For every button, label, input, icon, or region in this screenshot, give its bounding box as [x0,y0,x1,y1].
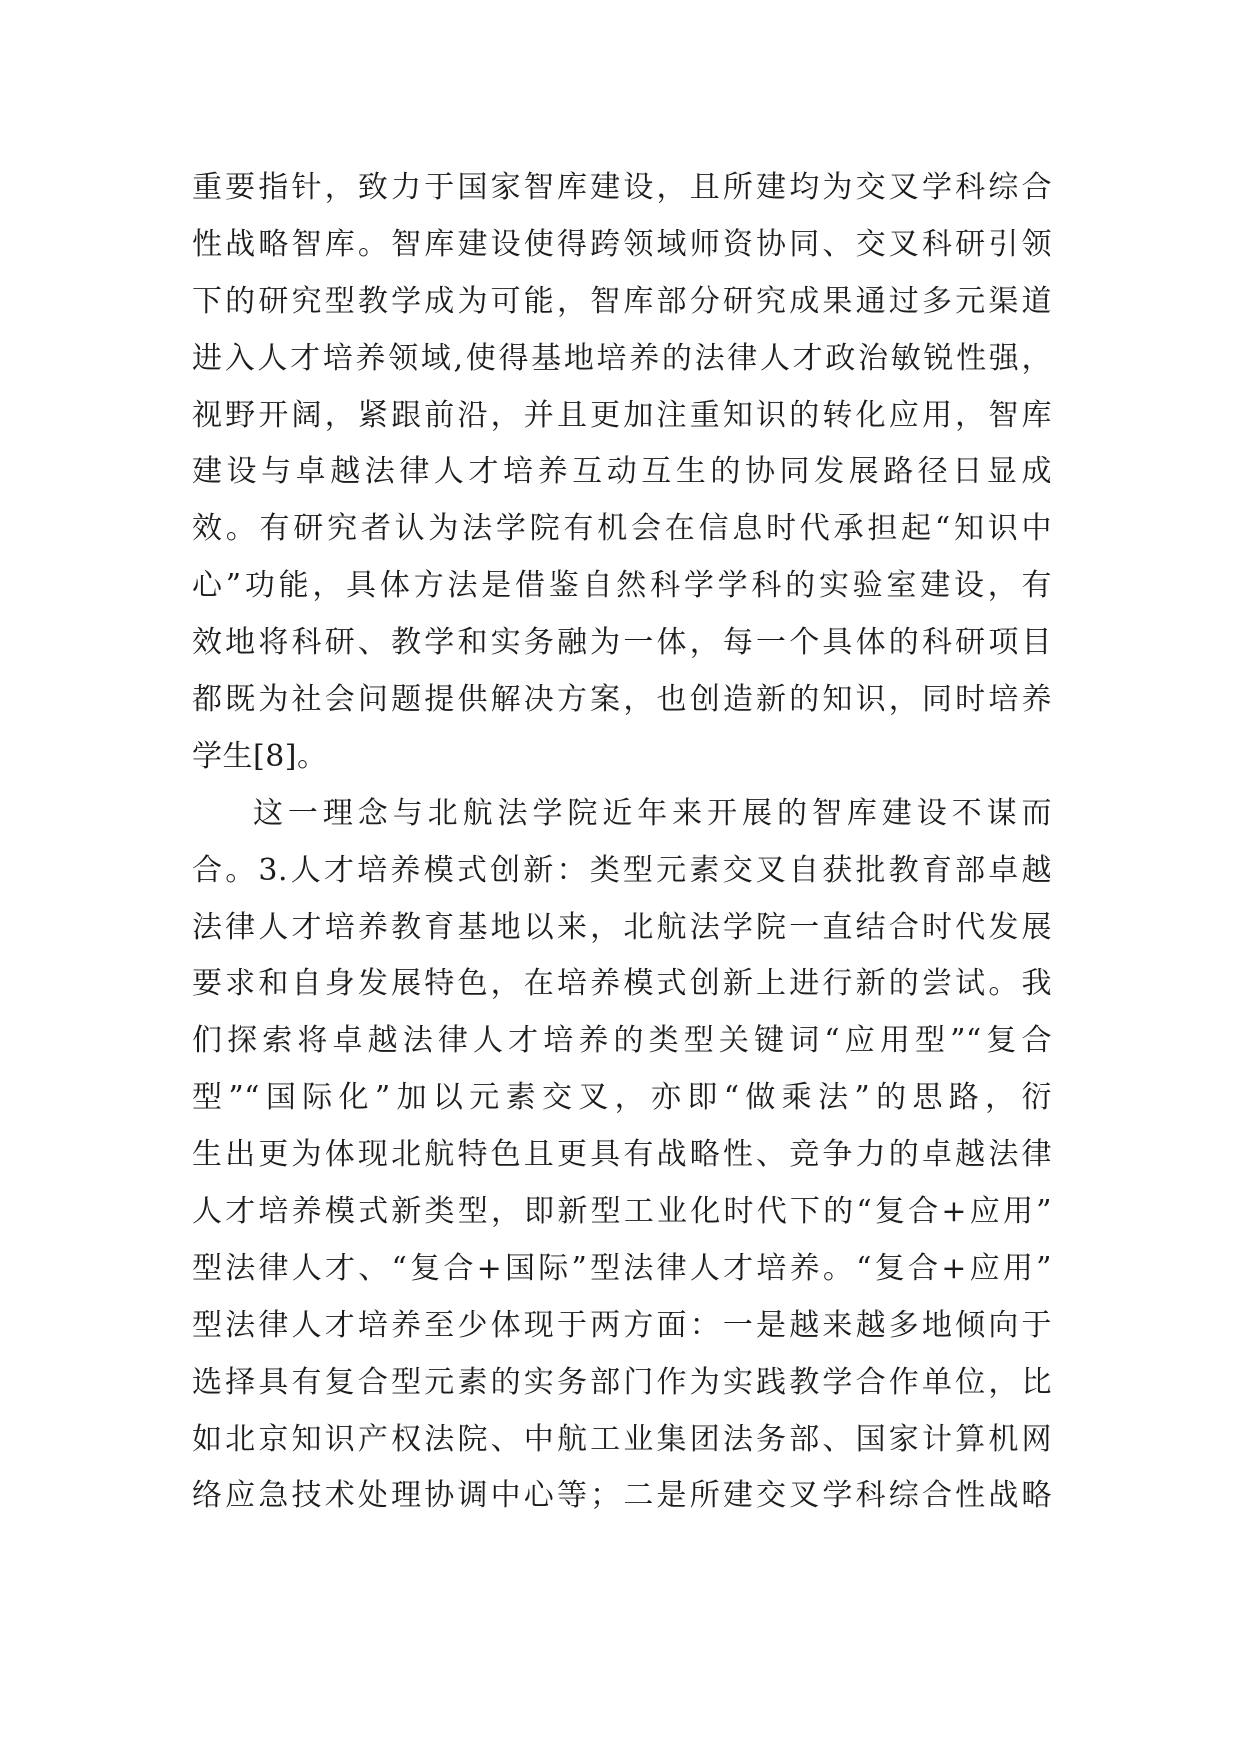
text-line: 法律人才培养教育基地以来，北航法学院一直结合时代发展 [192,909,1052,945]
text-line: 型法律人才培养至少体现于两方面：一是越来越多地倾向于 [192,1307,1052,1343]
text-line: 人才培养模式新类型，即新型工业化时代下的“复合+应用” [192,1194,1052,1230]
text-line: 下的研究型教学成为可能，智库部分研究成果通过多元渠道 [192,283,1052,319]
text-line: 型法律人才、“复合+国际”型法律人才培养。“复合+应用” [192,1250,1052,1286]
text-line: 生出更为体现北航特色且更具有战略性、竞争力的卓越法律 [192,1137,1052,1173]
text-line: 性战略智库。智库建设使得跨领域师资协同、交叉科研引领 [192,226,1052,262]
text-line: 要求和自身发展特色，在培养模式创新上进行新的尝试。我 [192,966,1052,1002]
text-line: 效地将科研、教学和实务融为一体，每一个具体的科研项目 [192,625,1052,661]
text-line: 建设与卓越法律人才培养互动互生的协同发展路径日显成 [192,454,1052,490]
text-line: 选择具有复合型元素的实务部门作为实践教学合作单位，比 [192,1364,1052,1400]
text-line: 如北京知识产权法院、中航工业集团法务部、国家计算机网 [192,1421,1052,1457]
text-line: 型”“国际化”加以元素交叉，亦即“做乘法”的思路，衍 [192,1080,1052,1116]
paragraph-start-line: 这一理念与北航法学院近年来开展的智库建设不谋而 [253,795,1052,831]
body-text [192,160,1052,1525]
text-line: 心”功能，具体方法是借鉴自然科学学科的实验室建设，有 [192,568,1052,604]
text-line: 重要指针，致力于国家智库建设，且所建均为交叉学科综合 [192,170,1052,205]
text-line: 效。有研究者认为法学院有机会在信息时代承担起“知识中 [192,511,1052,547]
text-line: 们探索将卓越法律人才培养的类型关键词“应用型”“复合 [192,1023,1052,1059]
paragraph-end-line: 学生[8]。 [192,738,328,774]
text-line: 合。3.人才培养模式创新：类型元素交叉自获批教育部卓越 [192,852,1052,888]
text-line: 视野开阔，紧跟前沿，并且更加注重知识的转化应用，智库 [192,397,1052,433]
text-line: 络应急技术处理协调中心等；二是所建交叉学科综合性战略 [192,1478,1052,1514]
text-line: 进入人才培养领域,使得基地培养的法律人才政治敏锐性强， [192,340,1052,376]
text-line: 都既为社会问题提供解决方案，也创造新的知识，同时培养 [192,682,1052,718]
